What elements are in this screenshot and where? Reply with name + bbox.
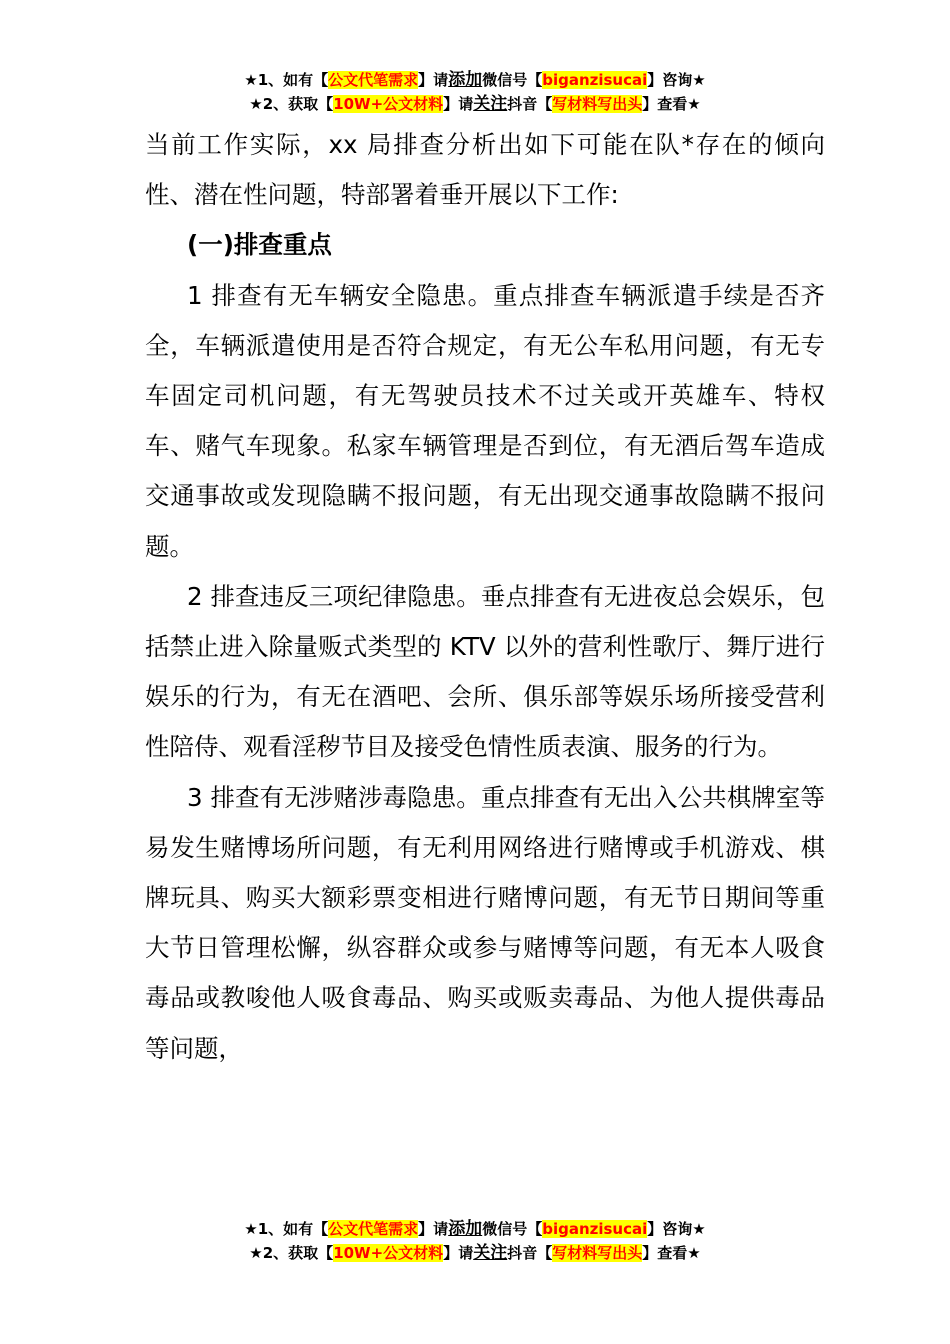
banner-text: 微信号【 <box>482 1220 543 1238</box>
paragraph-three-disciplines: 2 排查违反三项纪律隐患。垂点排查有无进夜总会娱乐，包括禁止进入除量贩式类型的 KTV 以外的营利性歌厅、舞厅进行娱乐的行为，有无在酒吧、会所、俱乐部等娱乐场所接受营利性陪侍、观看淫秽节目及接受色情性质表演、服务的行为。 <box>145 581 825 762</box>
banner-text: 】请 <box>418 1220 449 1238</box>
banner-text: 】请 <box>443 95 474 113</box>
section-heading: (一)排查重点 <box>187 230 332 260</box>
banner-highlight: 公文代笔需求 <box>328 1220 419 1238</box>
banner-highlight: 公文代笔需求 <box>328 71 419 89</box>
banner-emphasis: 添加 <box>448 70 483 90</box>
banner-text: ★1、如有【 <box>244 71 329 89</box>
banner-line-1 <box>0 68 950 92</box>
banner-text: 】查看★ <box>642 1244 701 1262</box>
header-banner <box>0 68 950 116</box>
intro-paragraph: 当前工作实际，xx 局排查分析出如下可能在队*存在的倾向性、潜在性问题，特部署着垂开展以下工作: <box>145 130 825 210</box>
banner-line-2 <box>0 92 950 116</box>
banner-text: ★2、获取【 <box>249 95 334 113</box>
banner-highlight: 10W+公文材料 <box>333 95 444 113</box>
banner-emphasis: 添加 <box>448 1219 483 1239</box>
banner-highlight: 写材料写出头 <box>552 1244 643 1262</box>
banner-text: ★2、获取【 <box>249 1244 334 1262</box>
banner-line-2 <box>0 1241 950 1265</box>
document-body <box>145 120 825 1074</box>
paragraph-vehicle-safety: 1 排查有无车辆安全隐患。重点排查车辆派遣手续是否齐全，车辆派遣使用是否符合规定，有无公车私用问题，有无专车固定司机问题，有无驾驶员技术不过关或开英雄车、特权车、赌气车现象。私家车辆管理是否到位，有无酒后驾车造成交通事故或发现隐瞒不报问题，有无出现交通事故隐瞒不报问题。 <box>145 280 825 561</box>
banner-text: 抖音【 <box>507 95 553 113</box>
banner-text: 】请 <box>418 71 449 89</box>
banner-text: 】咨询★ <box>647 1220 706 1238</box>
banner-highlight: 10W+公文材料 <box>333 1244 444 1262</box>
banner-text: ★1、如有【 <box>244 1220 329 1238</box>
banner-highlight: biganzisucai <box>542 1220 648 1238</box>
footer-banner <box>0 1217 950 1265</box>
banner-line-1 <box>0 1217 950 1241</box>
banner-emphasis: 关注 <box>473 1243 508 1263</box>
banner-text: 】查看★ <box>642 95 701 113</box>
banner-emphasis: 关注 <box>473 94 508 114</box>
banner-text: 】请 <box>443 1244 474 1262</box>
paragraph-gambling-drugs: 3 排查有无涉赌涉毒隐患。重点排查有无出入公共棋牌室等易发生赌博场所问题，有无利用网络进行赌博或手机游戏、棋牌玩具、购买大额彩票变相进行赌博问题，有无节日期间等重大节日管理松懈，纵容群众或参与赌博等问题，有无本人吸食毒品或教唆他人吸食毒品、购买或贩卖毒品、为他人提供毒品等问题， <box>145 782 825 1063</box>
banner-text: 】咨询★ <box>647 71 706 89</box>
banner-highlight: biganzisucai <box>542 71 648 89</box>
banner-text: 微信号【 <box>482 71 543 89</box>
banner-text: 抖音【 <box>507 1244 553 1262</box>
banner-highlight: 写材料写出头 <box>552 95 643 113</box>
